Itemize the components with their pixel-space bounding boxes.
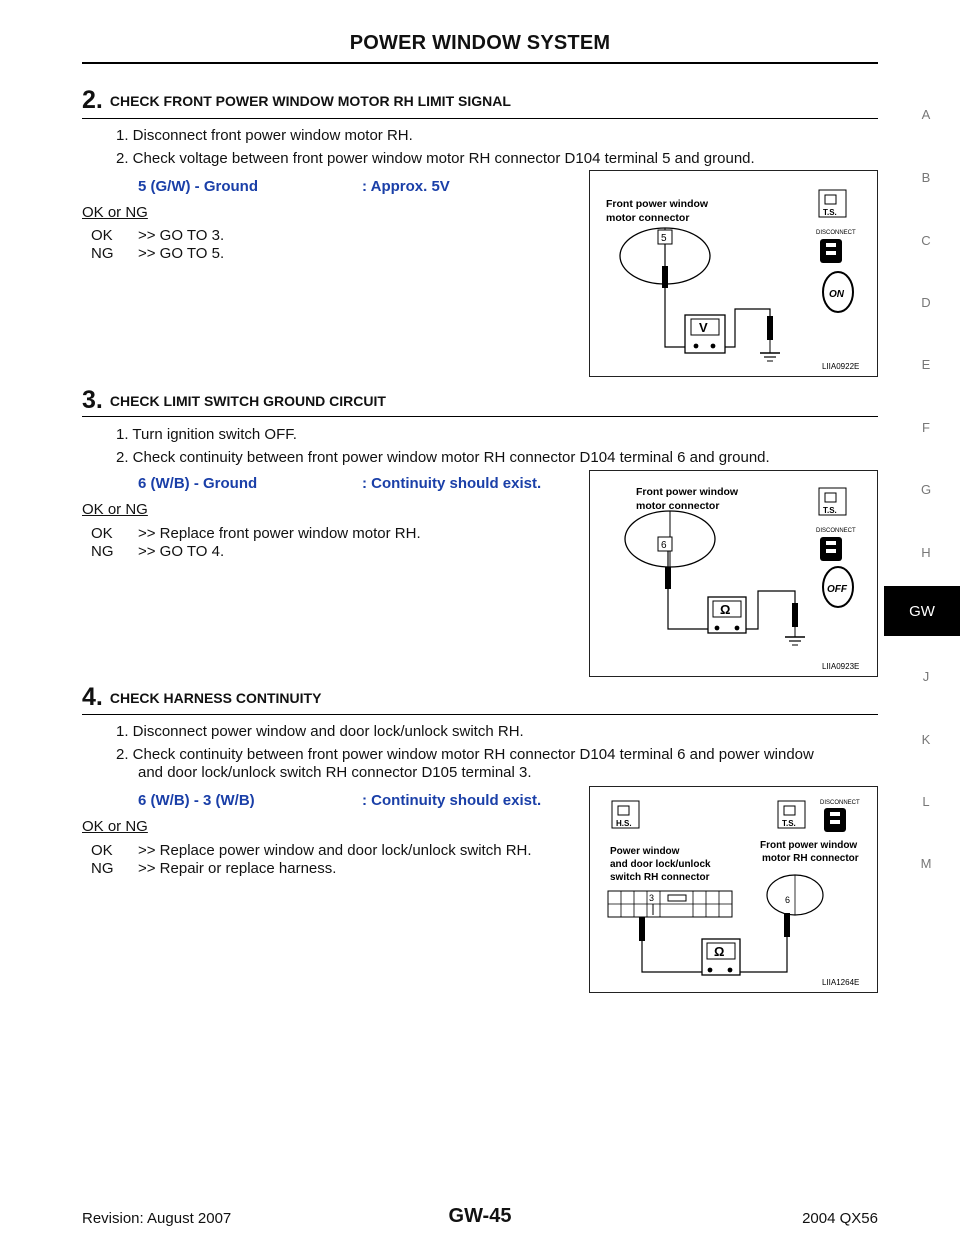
index-letter-m[interactable]: M bbox=[920, 856, 932, 871]
disconnect-label: DISCONNECT bbox=[816, 230, 856, 236]
terminal-number: 6 bbox=[661, 540, 667, 551]
probe-tip-right bbox=[792, 603, 798, 627]
probe-tip-left bbox=[639, 917, 645, 941]
result-ok-key: OK bbox=[91, 525, 113, 542]
result-ng-value: >> GO TO 4. bbox=[138, 543, 225, 560]
instruction-line: 2. Check continuity between front power window motor RH connector D104 terminal 6 and power window bbox=[116, 746, 814, 763]
probe-tip-right bbox=[784, 913, 790, 937]
instruction-line: and door lock/unlock switch RH connector D105 terminal 3. bbox=[138, 764, 532, 781]
probe-tip-left bbox=[665, 567, 671, 589]
header-rule bbox=[82, 62, 878, 64]
disconnect-icon-detail bbox=[830, 820, 840, 824]
terminal-number-left: 3 bbox=[649, 893, 655, 903]
disconnect-icon-detail bbox=[830, 812, 840, 816]
result-ok-key: OK bbox=[91, 227, 113, 244]
minus-terminal bbox=[735, 626, 740, 631]
spec-label: 5 (G/W) - Ground bbox=[138, 178, 258, 195]
result-ng-key: NG bbox=[91, 860, 114, 877]
instruction-line: 2. Check voltage between front power window motor RH connector D104 terminal 5 and ground. bbox=[116, 150, 755, 167]
result-ok-value: >> GO TO 3. bbox=[138, 227, 225, 244]
ok-or-ng-label: OK or NG bbox=[82, 501, 148, 518]
figure-caption: LIIA0923E bbox=[822, 662, 860, 671]
step-title: CHECK FRONT POWER WINDOW MOTOR RH LIMIT SIGNAL bbox=[109, 93, 511, 109]
index-letter-j[interactable]: J bbox=[922, 669, 930, 684]
ignition-state: ON bbox=[829, 289, 844, 300]
index-letter-f[interactable]: F bbox=[922, 420, 930, 435]
index-letter-c[interactable]: C bbox=[921, 233, 931, 248]
spec-value: : Continuity should exist. bbox=[362, 475, 542, 492]
ok-or-ng-label: OK or NG bbox=[82, 818, 148, 835]
index-tab-gw[interactable]: GW bbox=[884, 586, 960, 636]
probe-tip-right bbox=[767, 316, 773, 340]
step-rule bbox=[82, 118, 878, 119]
figure-title-line: motor connector bbox=[606, 212, 690, 224]
probe-lead-right bbox=[725, 309, 770, 347]
step-number: 4. bbox=[82, 683, 103, 711]
right-connector-label: motor RH connector bbox=[762, 853, 859, 864]
spec-value: : Continuity should exist. bbox=[362, 792, 542, 809]
index-letter-b[interactable]: B bbox=[921, 170, 931, 185]
step-number: 3. bbox=[82, 386, 103, 414]
index-letter-l[interactable]: L bbox=[922, 794, 930, 809]
probe-lead-right bbox=[740, 937, 787, 972]
page-number: GW-45 bbox=[448, 1205, 512, 1227]
terminal-number: 5 bbox=[661, 233, 667, 244]
figure-title-line: motor connector bbox=[636, 500, 720, 512]
meter-symbol: Ω bbox=[714, 944, 725, 959]
figure-harness-continuity-check bbox=[589, 786, 878, 993]
spec-value: : Approx. 5V bbox=[362, 178, 450, 195]
result-ok-value: >> Replace power window and door lock/unlock switch RH. bbox=[138, 842, 532, 859]
right-connector-label: Front power window bbox=[760, 840, 858, 851]
disconnect-icon-detail bbox=[826, 541, 836, 545]
step-title: CHECK HARNESS CONTINUITY bbox=[109, 690, 322, 706]
disconnect-icon-detail bbox=[826, 549, 836, 553]
result-ok-key: OK bbox=[91, 842, 113, 859]
index-letter-e[interactable]: E bbox=[921, 357, 931, 372]
page-title: POWER WINDOW SYSTEM bbox=[349, 32, 611, 54]
index-letter-h[interactable]: H bbox=[921, 545, 931, 560]
figure-ground-continuity-check bbox=[589, 470, 878, 677]
ok-or-ng-label: OK or NG bbox=[82, 204, 148, 221]
figure-caption: LIIA0922E bbox=[822, 362, 860, 371]
revision-date: Revision: August 2007 bbox=[82, 1210, 232, 1227]
instruction-line: 1. Disconnect front power window motor RH. bbox=[116, 127, 413, 144]
index-letter-a[interactable]: A bbox=[921, 107, 931, 122]
figure-title-line: Front power window bbox=[606, 198, 709, 210]
probe-tip-left bbox=[662, 266, 668, 288]
result-ng-value: >> Repair or replace harness. bbox=[138, 860, 337, 877]
ts-label: T.S. bbox=[823, 506, 837, 515]
minus-terminal bbox=[728, 968, 733, 973]
step-title: CHECK LIMIT SWITCH GROUND CIRCUIT bbox=[109, 393, 386, 409]
step-3-heading bbox=[82, 386, 386, 415]
terminal-number-right: 6 bbox=[785, 895, 791, 905]
disconnect-label: DISCONNECT bbox=[816, 528, 856, 534]
spec-label: 6 (W/B) - Ground bbox=[138, 475, 258, 492]
figure-title-line: Front power window bbox=[636, 486, 739, 498]
hs-label: H.S. bbox=[616, 819, 632, 828]
index-letter-d[interactable]: D bbox=[921, 295, 931, 310]
disconnect-icon-detail bbox=[826, 243, 836, 247]
ts-label: T.S. bbox=[823, 208, 837, 217]
ignition-state: OFF bbox=[827, 584, 847, 595]
vehicle-model: 2004 QX56 bbox=[802, 1210, 878, 1227]
plus-terminal bbox=[708, 968, 713, 973]
result-ng-key: NG bbox=[91, 543, 114, 560]
disconnect-label: DISCONNECT bbox=[820, 800, 860, 806]
plus-terminal bbox=[694, 344, 699, 349]
figure-caption: LIIA1264E bbox=[822, 978, 860, 987]
probe-lead-left bbox=[668, 589, 708, 629]
left-connector-label: switch RH connector bbox=[610, 872, 710, 883]
minus-terminal bbox=[711, 344, 716, 349]
index-letter-k[interactable]: K bbox=[921, 732, 931, 747]
instruction-line: 1. Disconnect power window and door lock/unlock switch RH. bbox=[116, 723, 524, 740]
step-number: 2. bbox=[82, 86, 103, 114]
instruction-line: 2. Check continuity between front power window motor RH connector D104 terminal 6 and ground. bbox=[116, 449, 770, 466]
step-rule bbox=[82, 416, 878, 417]
probe-lead-left bbox=[665, 288, 685, 347]
figure-voltage-check bbox=[589, 170, 878, 377]
step-rule bbox=[82, 714, 878, 715]
spec-label: 6 (W/B) - 3 (W/B) bbox=[138, 792, 255, 809]
ts-label: T.S. bbox=[782, 819, 796, 828]
probe-lead-right bbox=[746, 591, 795, 629]
left-connector-label: Power window bbox=[610, 846, 680, 857]
index-letter-g[interactable]: G bbox=[920, 482, 932, 497]
meter-symbol: Ω bbox=[720, 602, 731, 617]
meter-symbol: V bbox=[699, 320, 708, 335]
step-4-heading bbox=[82, 683, 321, 712]
result-ok-value: >> Replace front power window motor RH. bbox=[138, 525, 421, 542]
probe-lead-left bbox=[642, 941, 708, 972]
result-ng-key: NG bbox=[91, 245, 114, 262]
result-ng-value: >> GO TO 5. bbox=[138, 245, 225, 262]
step-2-heading bbox=[82, 86, 511, 115]
instruction-line: 1. Turn ignition switch OFF. bbox=[116, 426, 297, 443]
disconnect-icon-detail bbox=[826, 251, 836, 255]
connector-latch bbox=[668, 895, 686, 901]
left-connector-label: and door lock/unlock bbox=[610, 859, 711, 870]
plus-terminal bbox=[715, 626, 720, 631]
